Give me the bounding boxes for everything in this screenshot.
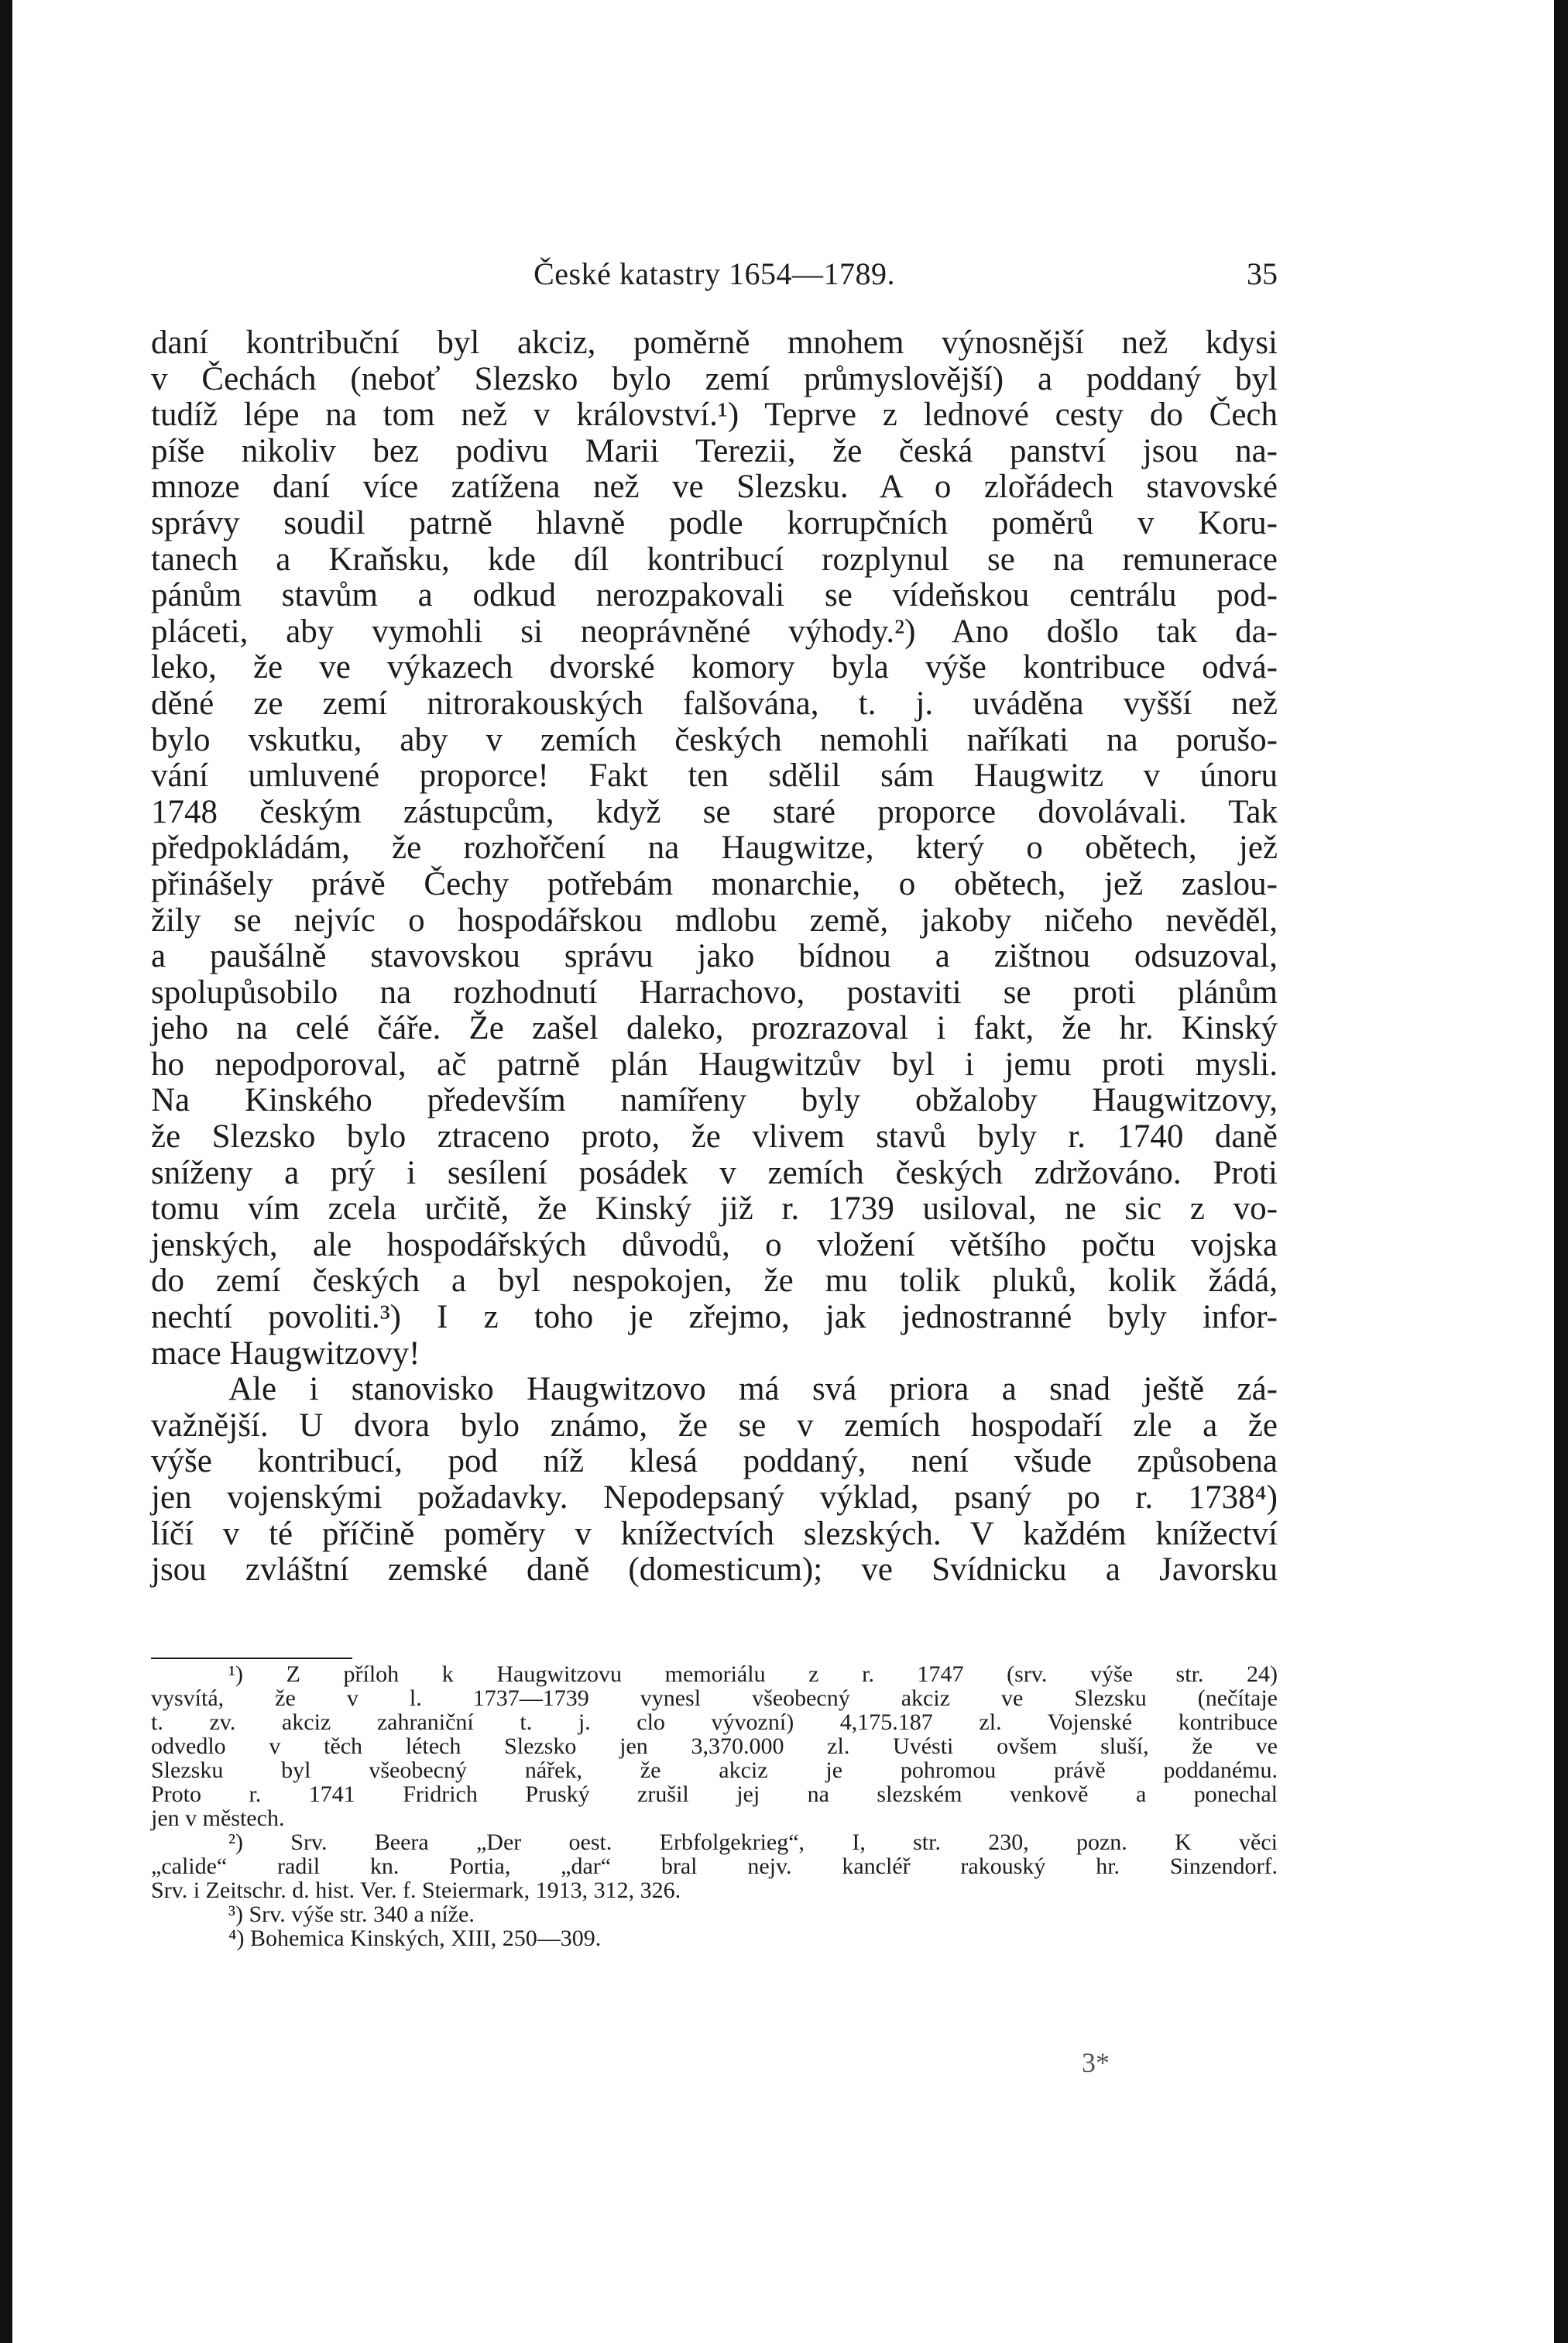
text-line: tudíž lépe na tom než v království.¹) Teprve z lednové cesty do Čech — [151, 397, 1278, 434]
footnote-line: jen v městech. — [151, 1805, 285, 1831]
text-line: bylo vskutku, aby v zemích českých nemohli naříkati na porušo- — [151, 721, 1278, 758]
footnote-line: ⁴) Bohemica Kinských, XIII, 250—309. — [228, 1926, 602, 1951]
footnote-line: odvedlo v těch létech Slezsko jen 3,370.000 zl. Uvésti ovšem sluší, že ve — [151, 1733, 1278, 1759]
text-line: 1748 českým zástupcům, když se staré proporce dovolávali. Tak — [151, 793, 1278, 830]
signature-mark: 3* — [1082, 2047, 1110, 2078]
footnote-line: t. zv. akciz zahraniční t. j. clo vývozní) 4,175.187 zl. Vojenské kontribuce — [151, 1709, 1278, 1735]
text-line: jeho na celé čáře. Že zašel daleko, prozrazoval i fakt, že hr. Kinský — [151, 1010, 1278, 1047]
text-line: leko, že ve výkazech dvorské komory byla výše kontribuce odvá- — [151, 649, 1278, 686]
text-line: žily se nejvíc o hospodářskou mdlobu země, jakoby ničeho nevěděl, — [151, 902, 1278, 939]
footnote-line: ³) Srv. výše str. 340 a níže. — [228, 1902, 475, 1927]
text-line: líčí v té příčině poměry v knížectvích slezských. V každém knížectví — [151, 1515, 1278, 1552]
footnote-line: Srv. i Zeitschr. d. hist. Ver. f. Steiermark, 1913, 312, 326. — [151, 1877, 681, 1903]
text-line: ho nepodporoval, ač patrně plán Haugwitzův byl i jemu proti mysli. — [151, 1046, 1278, 1083]
footnote-line: „calide“ radil kn. Portia, „dar“ bral nejv. kancléř rakouský hr. Sinzendorf. — [151, 1853, 1278, 1879]
text-line: jenských, ale hospodářských důvodů, o vložení většího počtu vojska — [151, 1226, 1278, 1263]
scan-edge-right — [1554, 0, 1568, 2343]
text-line: Na Kinského především namířeny byly obžaloby Haugwitzovy, — [151, 1082, 1278, 1119]
text-line: nechtí povoliti.³) I z toho je zřejmo, jak jednostranné byly infor- — [151, 1299, 1278, 1336]
text-line: správy soudil patrně hlavně podle korrupčních poměrů v Koru- — [151, 504, 1278, 541]
text-line: daní kontribuční byl akciz, poměrně mnohem výnosnější než kdysi — [151, 325, 1278, 361]
running-title: České katastry 1654—1789. — [534, 256, 895, 291]
text-line: a paušálně stavovskou správu jako bídnou a zištnou odsuzoval, — [151, 938, 1278, 975]
text-line: jsou zvláštní zemské daně (domesticum); ve Svídnicku a Javorsku — [151, 1551, 1278, 1589]
text-line: vání umluvené proporce! Fakt ten sdělil sám Haugwitz v únoru — [151, 758, 1278, 795]
text-line: sníženy a prý i sesílení posádek v zemích českých zdržováno. Proti — [151, 1154, 1278, 1191]
text-line: tanech a Kraňsku, kde díl kontribucí rozplynul se na remunerace — [151, 541, 1278, 578]
text-line: píše nikoliv bez podivu Marii Terezii, že česká panství jsou na- — [151, 432, 1278, 469]
footnote-line: ²) Srv. Beera „Der oest. Erbfolgekrieg“, I, str. 230, pozn. K věci — [228, 1829, 1278, 1855]
text-line: važnější. U dvora bylo známo, že se v zemích hospodaří zle a že — [151, 1407, 1278, 1444]
footnote-line: vysvítá, že v l. 1737—1739 vynesl všeobecný akciz ve Slezsku (nečítaje — [151, 1685, 1278, 1711]
footnote-line: ¹) Z příloh k Haugwitzovu memoriálu z r. 1747 (srv. výše str. 24) — [228, 1661, 1278, 1687]
text-line: v Čechách (neboť Slezsko bylo zemí průmyslovější) a poddaný byl — [151, 360, 1278, 397]
page-number: 35 — [1247, 256, 1278, 291]
footnote-separator — [151, 1658, 352, 1659]
text-line: jen vojenskými požadavky. Nepodepsaný výklad, psaný po r. 1738⁴) — [151, 1479, 1278, 1516]
footnotes — [151, 1662, 1278, 1950]
text-line: tomu vím zcela určitě, že Kinský již r. 1739 usiloval, ne sic z vo- — [151, 1190, 1278, 1228]
text-line: do zemí českých a byl nespokojen, že mu tolik pluků, kolik žádá, — [151, 1263, 1278, 1300]
text-line: předpokládám, že rozhořčení na Haugwitze, který o obětech, jež — [151, 830, 1278, 867]
text-line: pláceti, aby vymohli si neoprávněné výhody.²) Ano došlo tak da- — [151, 613, 1278, 650]
scan-edge-left — [0, 0, 12, 2343]
text-line: mnoze daní více zatížena než ve Slezsku. A o zlořádech stavovské — [151, 469, 1278, 506]
paragraph-start-line: Ale i stanovisko Haugwitzovo má svá priora a snad ještě zá- — [228, 1371, 1278, 1408]
footnote-line: Proto r. 1741 Fridrich Pruský zrušil jej na slezském venkově a ponechal — [151, 1781, 1278, 1807]
footnote-line: Slezsku byl všeobecný nářek, že akciz je pohromou právě poddanému. — [151, 1757, 1278, 1783]
text-line: děné ze zemí nitrorakouských falšována, t. j. uváděna vyšší než — [151, 685, 1278, 722]
text-line: pánům stavům a odkud nerozpakovali se vídeňskou centrálu pod- — [151, 577, 1278, 614]
text-line: že Slezsko bylo ztraceno proto, že vlivem stavů byly r. 1740 daně — [151, 1118, 1278, 1156]
text-line: výše kontribucí, pod níž klesá poddaný, není všude způsobena — [151, 1443, 1278, 1480]
text-line: přinášely právě Čechy potřebám monarchie, o obětech, jež zaslou- — [151, 865, 1278, 902]
text-line: spolupůsobilo na rozhodnutí Harrachovo, postaviti se proti plánům — [151, 974, 1278, 1011]
page-header — [151, 256, 1278, 302]
text-line: mace Haugwitzovy! — [151, 1335, 420, 1372]
body-text — [151, 325, 1278, 1589]
